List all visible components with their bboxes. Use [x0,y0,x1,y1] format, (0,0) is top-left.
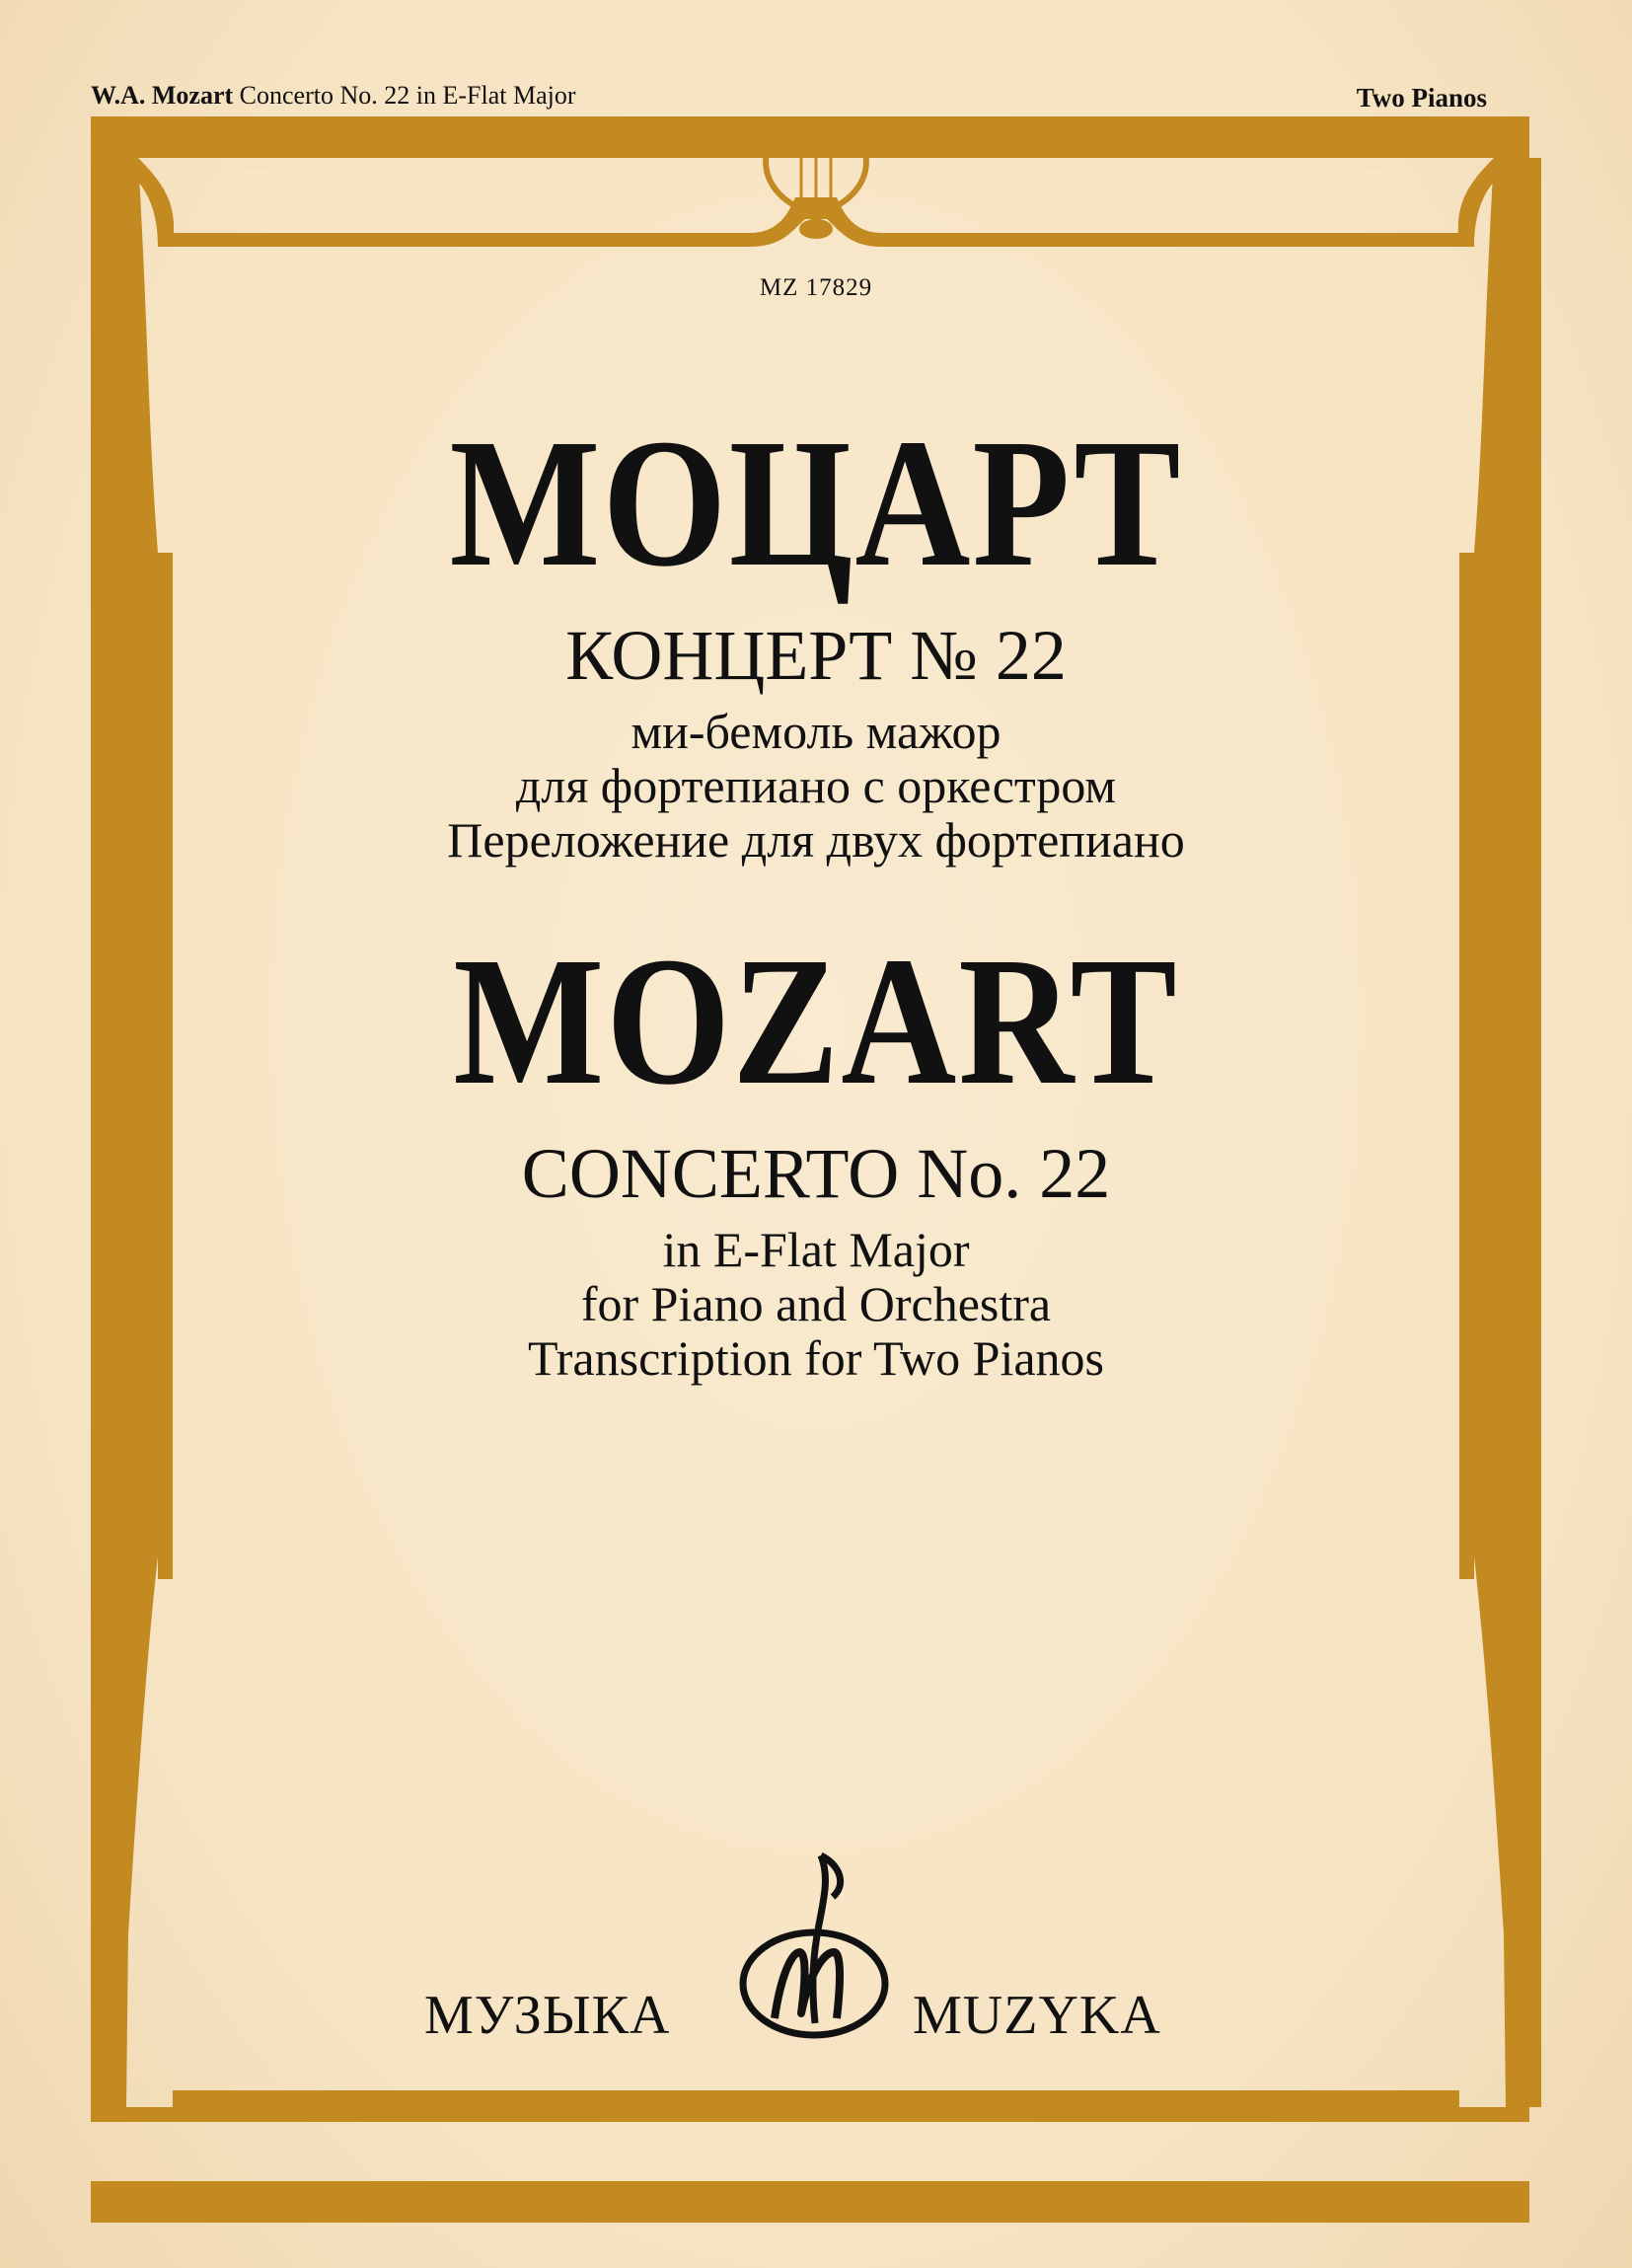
header-composer: W.A. Mozart [91,81,234,110]
frame-bottom-inner [173,2090,1459,2107]
scoring-ru: для фортепиано с оркестром [515,758,1117,813]
lyre-icon [766,133,866,236]
arrangement-ru: Переложение для двух фортепиано [447,812,1185,868]
composer-en: MOZART [453,920,1179,1124]
header-work: Concerto No. 22 in E-Flat Major [239,81,576,110]
key-ru: ми-бемоль мажор [631,704,1001,759]
arrangement-en: Transcription for Two Pianos [527,1330,1104,1386]
composer-ru: МОЦАРТ [449,402,1183,606]
scoring-en: for Piano and Orchestra [580,1276,1052,1331]
catalog-number: MZ 17829 [759,274,873,301]
publisher-name-ru: МУЗЫКА [424,1985,671,2046]
header-edition: Two Pianos [1356,83,1487,113]
publisher-name-en: MUZYKA [913,1985,1161,2046]
work-title-en: CONCERTO No. 22 [521,1134,1111,1213]
english-title-block [0,920,1632,1386]
work-title-ru: КОНЦЕРТ № 22 [565,616,1067,695]
russian-title-block [0,402,1632,868]
key-en: in E-Flat Major [662,1222,970,1277]
muzyka-logo-icon [730,1836,898,2053]
